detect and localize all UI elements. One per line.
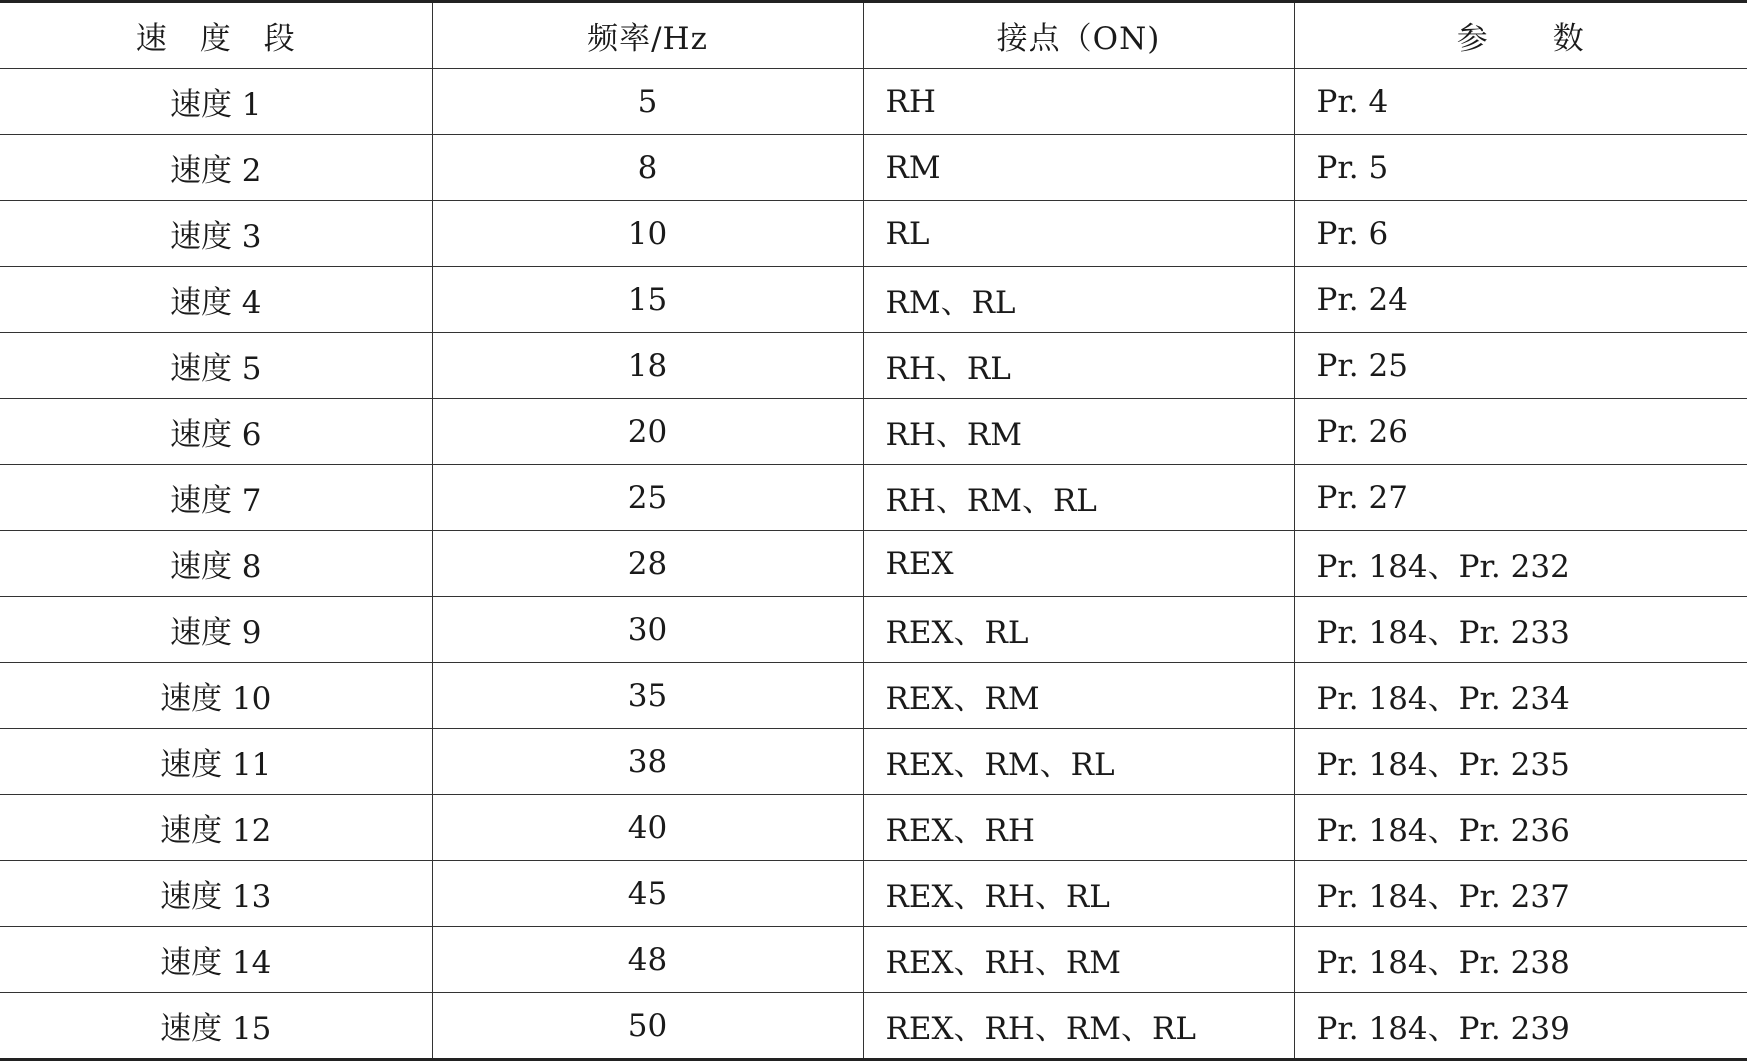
frequency-cell: 48: [432, 927, 863, 993]
contacts-cell: REX、RM、RL: [863, 729, 1294, 795]
contacts-cell: REX: [863, 531, 1294, 597]
parameters-cell: Pr. 184、Pr. 236: [1294, 795, 1747, 861]
table-row: [0, 135, 1747, 201]
speed-segment-cell: 速度 8: [0, 531, 432, 597]
speed-segment-cell: 速度 13: [0, 861, 432, 927]
contacts-cell: RH: [863, 69, 1294, 135]
contacts-cell: REX、RH: [863, 795, 1294, 861]
speed-segment-cell: 速度 9: [0, 597, 432, 663]
table-body: [0, 69, 1747, 1060]
table-row: [0, 993, 1747, 1060]
contacts-cell: RH、RL: [863, 333, 1294, 399]
frequency-cell: 38: [432, 729, 863, 795]
speed-segment-cell: 速度 14: [0, 927, 432, 993]
table-row: [0, 531, 1747, 597]
contacts-cell: REX、RL: [863, 597, 1294, 663]
parameters-cell: Pr. 26: [1294, 399, 1747, 465]
speed-segment-cell: 速度 10: [0, 663, 432, 729]
parameters-cell: Pr. 184、Pr. 232: [1294, 531, 1747, 597]
speed-segment-cell: 速度 6: [0, 399, 432, 465]
parameters-cell: Pr. 184、Pr. 233: [1294, 597, 1747, 663]
frequency-cell: 45: [432, 861, 863, 927]
contacts-cell: RM、RL: [863, 267, 1294, 333]
frequency-cell: 40: [432, 795, 863, 861]
contacts-cell: REX、RH、RL: [863, 861, 1294, 927]
frequency-cell: 20: [432, 399, 863, 465]
table-row: [0, 465, 1747, 531]
parameters-cell: Pr. 4: [1294, 69, 1747, 135]
parameters-cell: Pr. 27: [1294, 465, 1747, 531]
header-speed-segment: 速 度 段: [0, 2, 432, 69]
speed-segment-cell: 速度 12: [0, 795, 432, 861]
table-row: [0, 399, 1747, 465]
frequency-cell: 28: [432, 531, 863, 597]
header-parameters: 参 数: [1294, 2, 1747, 69]
parameters-cell: Pr. 184、Pr. 238: [1294, 927, 1747, 993]
speed-segment-cell: 速度 1: [0, 69, 432, 135]
header-frequency: 频率/Hz: [432, 2, 863, 69]
header-contacts: 接点（ON): [863, 2, 1294, 69]
speed-segment-cell: 速度 5: [0, 333, 432, 399]
parameters-cell: Pr. 184、Pr. 237: [1294, 861, 1747, 927]
parameters-cell: Pr. 184、Pr. 234: [1294, 663, 1747, 729]
contacts-cell: REX、RH、RM: [863, 927, 1294, 993]
table-row: [0, 795, 1747, 861]
speed-segment-cell: 速度 2: [0, 135, 432, 201]
speed-segment-cell: 速度 11: [0, 729, 432, 795]
contacts-cell: RL: [863, 201, 1294, 267]
speed-segment-cell: 速度 3: [0, 201, 432, 267]
table-row: [0, 267, 1747, 333]
frequency-cell: 10: [432, 201, 863, 267]
table-row: [0, 861, 1747, 927]
table-row: [0, 729, 1747, 795]
contacts-cell: REX、RH、RM、RL: [863, 993, 1294, 1060]
frequency-cell: 35: [432, 663, 863, 729]
table-row: [0, 201, 1747, 267]
parameters-cell: Pr. 184、Pr. 235: [1294, 729, 1747, 795]
contacts-cell: RH、RM: [863, 399, 1294, 465]
parameters-cell: Pr. 25: [1294, 333, 1747, 399]
parameters-cell: Pr. 184、Pr. 239: [1294, 993, 1747, 1060]
header-row: [0, 2, 1747, 69]
table-row: [0, 927, 1747, 993]
table-row: [0, 663, 1747, 729]
contacts-cell: RH、RM、RL: [863, 465, 1294, 531]
frequency-cell: 8: [432, 135, 863, 201]
table-row: [0, 69, 1747, 135]
frequency-cell: 50: [432, 993, 863, 1060]
speed-segment-cell: 速度 15: [0, 993, 432, 1060]
frequency-cell: 30: [432, 597, 863, 663]
frequency-cell: 25: [432, 465, 863, 531]
table-header: [0, 2, 1747, 69]
speed-segment-cell: 速度 7: [0, 465, 432, 531]
parameters-cell: Pr. 5: [1294, 135, 1747, 201]
table-row: [0, 597, 1747, 663]
frequency-cell: 5: [432, 69, 863, 135]
frequency-cell: 18: [432, 333, 863, 399]
contacts-cell: REX、RM: [863, 663, 1294, 729]
table-row: [0, 333, 1747, 399]
parameters-cell: Pr. 24: [1294, 267, 1747, 333]
speed-segment-cell: 速度 4: [0, 267, 432, 333]
frequency-cell: 15: [432, 267, 863, 333]
parameters-cell: Pr. 6: [1294, 201, 1747, 267]
contacts-cell: RM: [863, 135, 1294, 201]
